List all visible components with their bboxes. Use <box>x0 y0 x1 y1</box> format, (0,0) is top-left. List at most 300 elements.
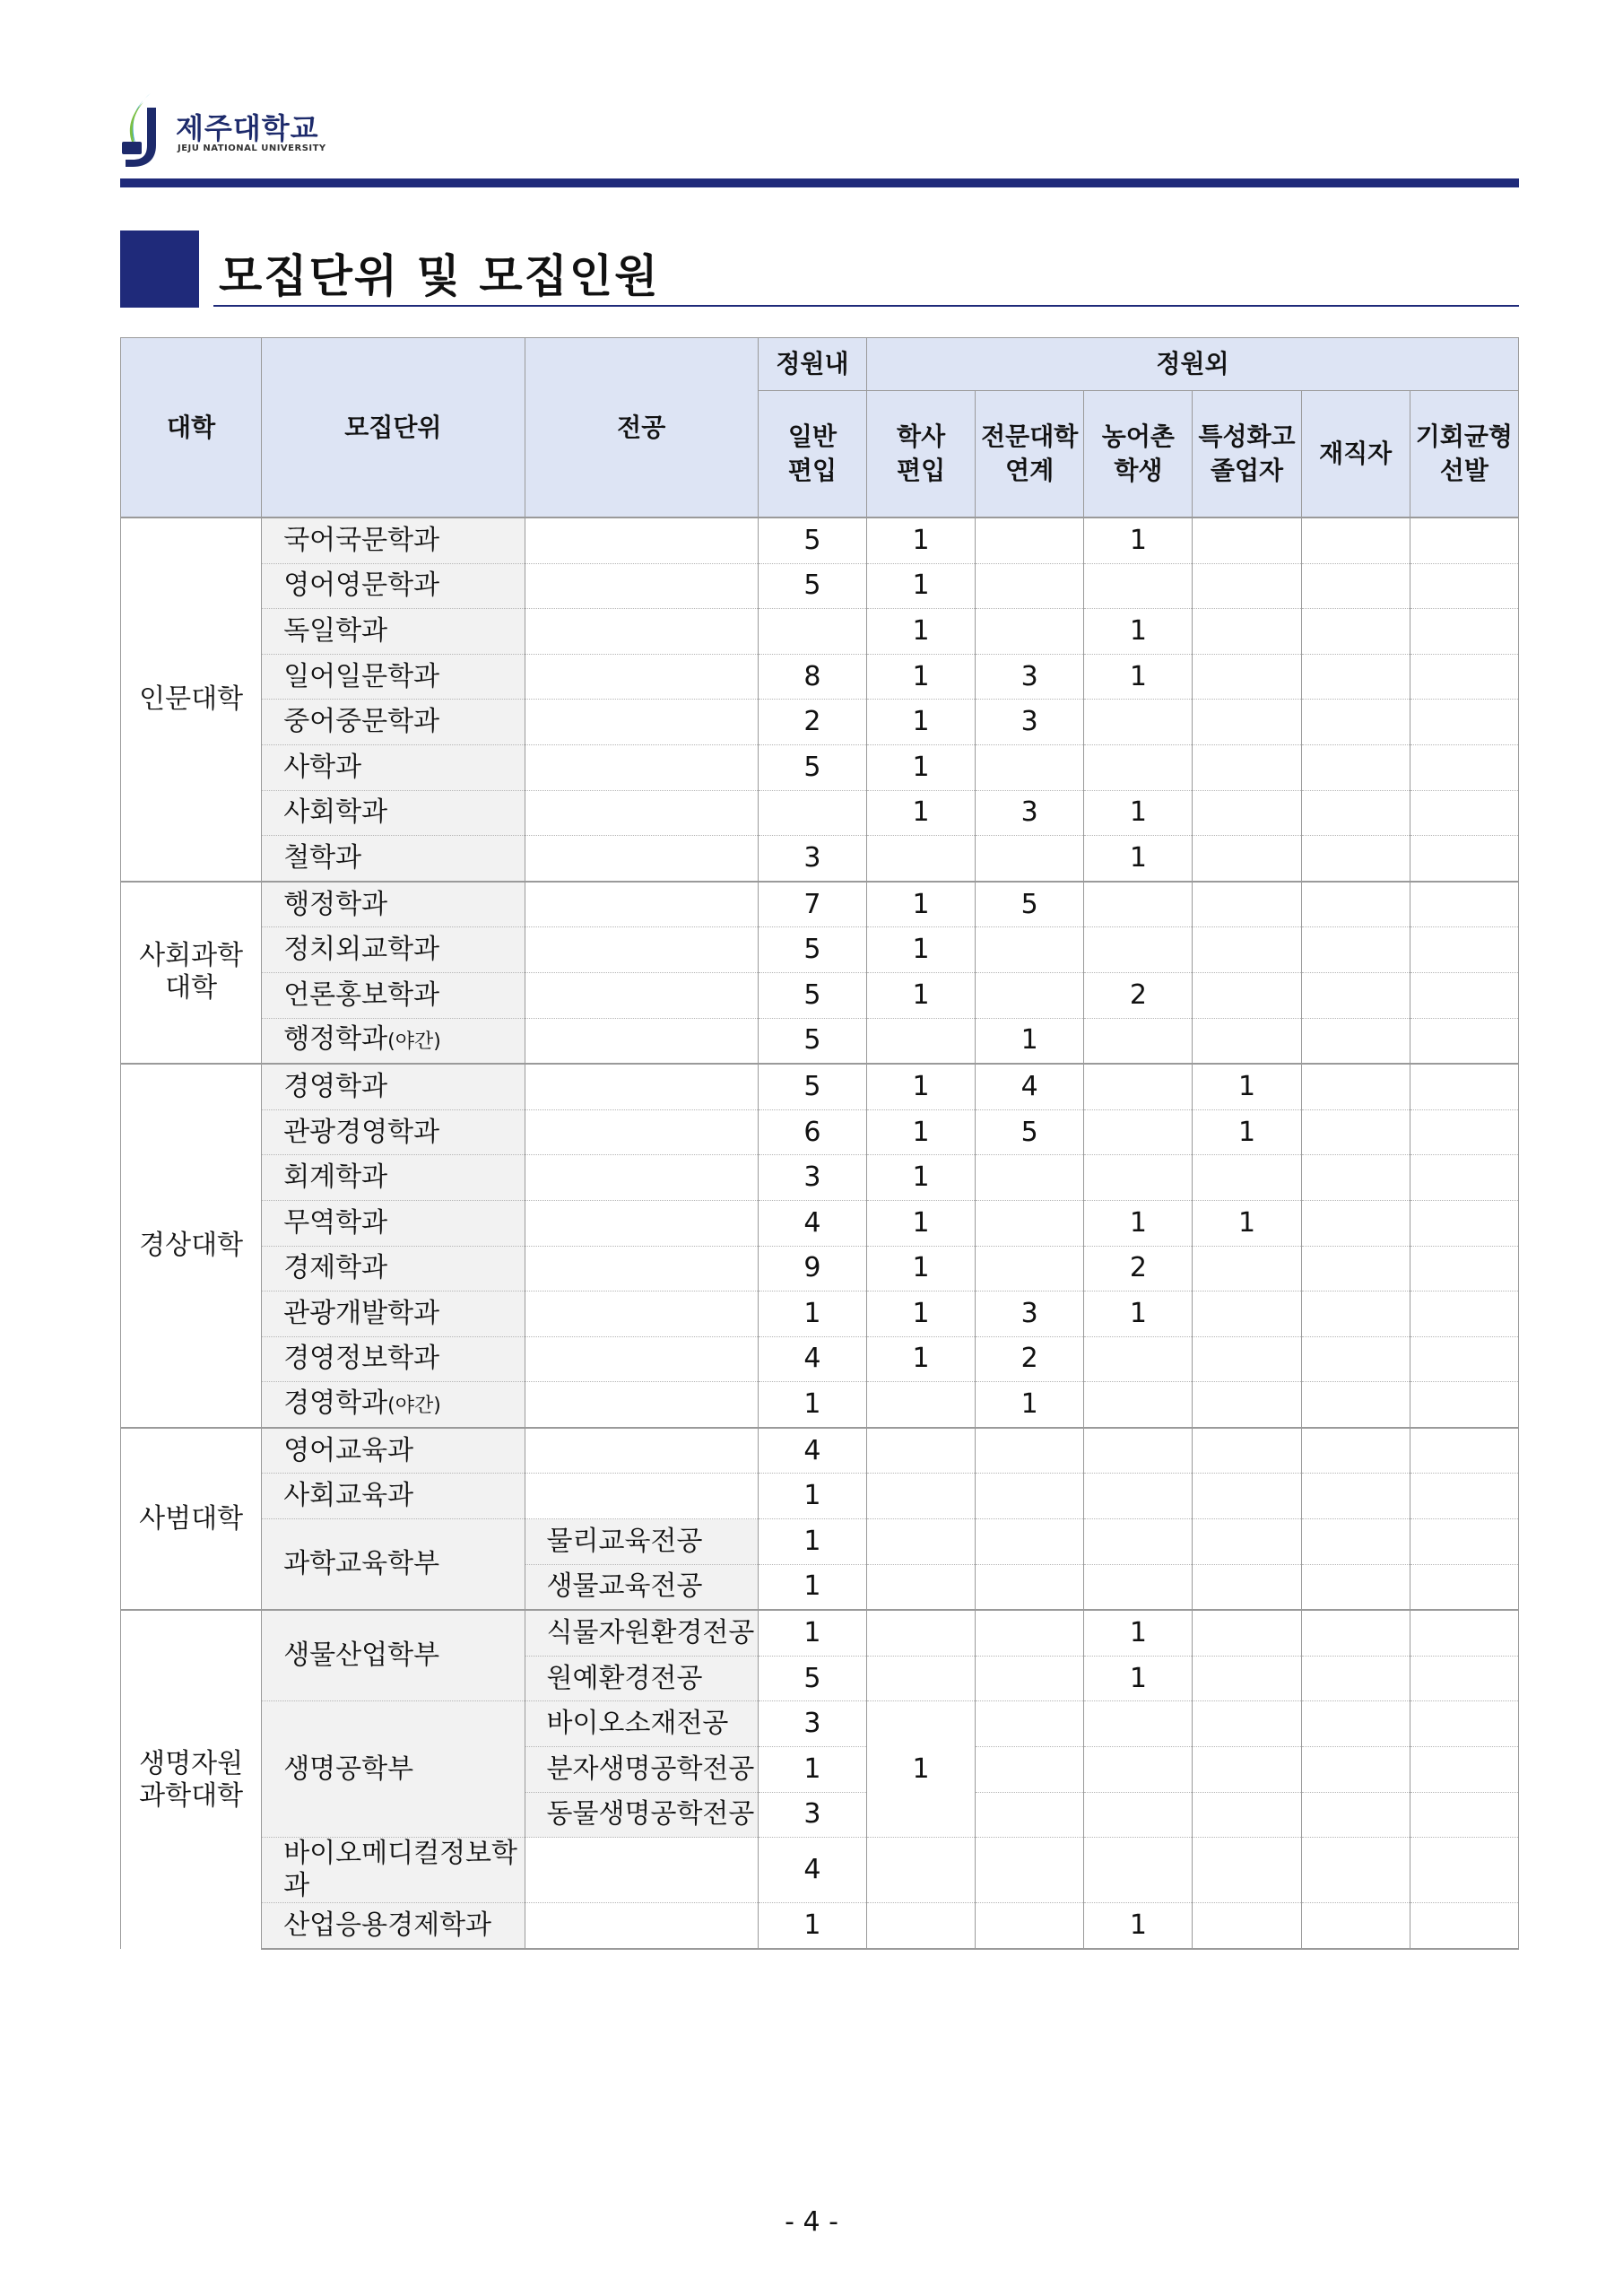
value-cell <box>1193 1747 1301 1793</box>
unit-cell: 사회학과 <box>262 790 525 836</box>
unit-cell: 중어중문학과 <box>262 700 525 745</box>
value-cell <box>976 836 1084 882</box>
value-cell <box>1193 790 1301 836</box>
title-underline <box>213 305 1519 307</box>
value-cell: 5 <box>758 1018 866 1064</box>
value-cell <box>1193 1903 1301 1949</box>
value-cell <box>1301 1903 1410 1949</box>
value-cell <box>1301 517 1410 563</box>
value-cell <box>1410 1200 1518 1246</box>
table-row <box>121 517 1519 563</box>
header-rural-student: 농어촌 학생 <box>1084 391 1193 518</box>
value-cell <box>976 1903 1084 1949</box>
major-cell <box>525 1109 758 1155</box>
header-vocational-grad: 특성화고 졸업자 <box>1193 391 1301 518</box>
night-note: (야간) <box>387 1394 441 1417</box>
value-cell <box>1193 1428 1301 1474</box>
table-row <box>121 1155 1519 1201</box>
value-cell <box>1193 1792 1301 1838</box>
value-cell <box>1410 1747 1518 1793</box>
value-cell <box>1410 1336 1518 1382</box>
value-cell <box>1193 1382 1301 1428</box>
value-cell: 1 <box>976 1382 1084 1428</box>
value-cell <box>1410 1838 1518 1903</box>
value-cell <box>1084 1336 1193 1382</box>
unit-cell: 관광개발학과 <box>262 1292 525 1337</box>
value-cell <box>1193 609 1301 655</box>
value-cell: 8 <box>758 654 866 700</box>
major-cell <box>525 1428 758 1474</box>
header-rule <box>120 178 1519 187</box>
value-cell <box>1084 1564 1193 1610</box>
table-row <box>121 1610 1519 1656</box>
value-cell: 1 <box>1084 1200 1193 1246</box>
value-cell: 1 <box>867 882 976 927</box>
value-cell <box>976 1747 1084 1793</box>
unit-cell: 일어일문학과 <box>262 654 525 700</box>
value-cell <box>758 609 866 655</box>
value-cell: 1 <box>1084 790 1193 836</box>
value-cell: 1 <box>1193 1109 1301 1155</box>
value-cell <box>1410 1155 1518 1201</box>
value-cell <box>867 1474 976 1519</box>
unit-cell: 행정학과 <box>262 882 525 927</box>
value-cell <box>1301 1610 1410 1656</box>
value-cell <box>1301 1428 1410 1474</box>
value-cell: 2 <box>758 700 866 745</box>
value-cell <box>1301 609 1410 655</box>
university-emblem-icon <box>117 90 169 169</box>
major-cell <box>525 1155 758 1201</box>
value-cell <box>976 609 1084 655</box>
value-cell <box>1410 1109 1518 1155</box>
page-title: 모집단위 및 모집인원 <box>219 250 660 302</box>
value-cell: 5 <box>976 882 1084 927</box>
major-cell <box>525 1838 758 1903</box>
value-cell <box>1193 1246 1301 1292</box>
major-cell <box>525 700 758 745</box>
value-cell <box>1301 1064 1410 1109</box>
value-cell: 1 <box>758 1474 866 1519</box>
value-cell: 1 <box>758 1903 866 1949</box>
value-cell <box>1193 654 1301 700</box>
value-cell: 1 <box>758 1292 866 1337</box>
college-cell: 사범대학 <box>121 1428 262 1610</box>
value-cell: 1 <box>1084 1292 1193 1337</box>
table-row <box>121 1474 1519 1519</box>
value-cell <box>976 1610 1084 1656</box>
value-cell: 1 <box>867 563 976 609</box>
value-cell: 1 <box>867 790 976 836</box>
unit-cell: 관광경영학과 <box>262 1109 525 1155</box>
value-cell <box>1193 1155 1301 1201</box>
value-cell: 5 <box>976 1109 1084 1155</box>
value-cell: 3 <box>976 700 1084 745</box>
value-cell: 1 <box>1084 836 1193 882</box>
value-cell: 9 <box>758 1246 866 1292</box>
value-cell: 3 <box>758 1155 866 1201</box>
unit-cell: 생물산업학부 <box>262 1610 525 1701</box>
major-cell <box>525 927 758 973</box>
unit-cell: 사회교육과 <box>262 1474 525 1519</box>
value-cell: 5 <box>758 972 866 1018</box>
university-logo <box>117 90 326 170</box>
value-cell <box>867 1428 976 1474</box>
table-row <box>121 927 1519 973</box>
major-cell <box>525 744 758 790</box>
major-cell <box>525 1474 758 1519</box>
value-cell <box>1410 882 1518 927</box>
value-cell <box>976 1155 1084 1201</box>
major-cell <box>525 1018 758 1064</box>
value-cell <box>1301 1656 1410 1701</box>
table-row <box>121 1246 1519 1292</box>
value-cell <box>1084 1792 1193 1838</box>
value-cell <box>976 563 1084 609</box>
value-cell <box>1301 700 1410 745</box>
value-cell: 2 <box>976 1336 1084 1382</box>
header-within-quota: 정원내 <box>758 338 866 391</box>
recruitment-table <box>120 337 1519 1950</box>
value-cell: 1 <box>1084 1903 1193 1949</box>
unit-cell: 행정학과(야간) <box>262 1018 525 1064</box>
value-cell <box>1193 744 1301 790</box>
value-cell: 3 <box>758 836 866 882</box>
table-row <box>121 1064 1519 1109</box>
value-cell <box>1084 1747 1193 1793</box>
table-row <box>121 1519 1519 1565</box>
major-cell <box>525 790 758 836</box>
value-cell <box>1301 1336 1410 1382</box>
value-cell <box>1301 1018 1410 1064</box>
value-cell: 1 <box>1084 1656 1193 1701</box>
table-row <box>121 609 1519 655</box>
major-cell <box>525 517 758 563</box>
header-general-transfer: 일반 편입 <box>758 391 866 518</box>
value-cell: 7 <box>758 882 866 927</box>
table-row <box>121 563 1519 609</box>
major-cell: 분자생명공학전공 <box>525 1747 758 1793</box>
table-row <box>121 1336 1519 1382</box>
unit-cell: 경영학과(야간) <box>262 1382 525 1428</box>
value-cell: 1 <box>1193 1064 1301 1109</box>
value-cell: 1 <box>867 654 976 700</box>
value-cell <box>1301 836 1410 882</box>
value-cell <box>1193 972 1301 1018</box>
major-cell <box>525 972 758 1018</box>
major-cell <box>525 654 758 700</box>
value-cell <box>867 1610 976 1656</box>
value-cell <box>1084 882 1193 927</box>
college-cell: 인문대학 <box>121 517 262 882</box>
major-cell <box>525 1382 758 1428</box>
value-cell: 1 <box>758 1564 866 1610</box>
value-cell <box>1084 1474 1193 1519</box>
value-cell <box>867 1903 976 1949</box>
college-cell: 경상대학 <box>121 1064 262 1428</box>
table-row <box>121 654 1519 700</box>
value-cell: 1 <box>1193 1200 1301 1246</box>
major-cell: 식물자원환경전공 <box>525 1610 758 1656</box>
table-row <box>121 744 1519 790</box>
value-cell <box>1193 1474 1301 1519</box>
value-cell: 3 <box>976 654 1084 700</box>
major-cell <box>525 609 758 655</box>
value-cell <box>976 1701 1084 1747</box>
header-bachelor-transfer: 학사 편입 <box>867 391 976 518</box>
value-cell: 1 <box>758 1382 866 1428</box>
value-cell <box>1410 609 1518 655</box>
value-cell: 3 <box>976 1292 1084 1337</box>
value-cell <box>1301 1292 1410 1337</box>
unit-cell: 영어교육과 <box>262 1428 525 1474</box>
value-cell <box>1084 927 1193 973</box>
value-cell: 1 <box>867 1155 976 1201</box>
value-cell <box>1084 1109 1193 1155</box>
value-cell <box>1084 1382 1193 1428</box>
value-cell <box>1410 1292 1518 1337</box>
value-cell <box>1084 744 1193 790</box>
value-cell: 4 <box>758 1336 866 1382</box>
major-cell: 바이오소재전공 <box>525 1701 758 1747</box>
value-cell <box>1410 1903 1518 1949</box>
value-cell: 4 <box>758 1200 866 1246</box>
value-cell <box>1084 563 1193 609</box>
value-cell <box>1193 700 1301 745</box>
value-cell: 3 <box>758 1792 866 1838</box>
major-cell: 생물교육전공 <box>525 1564 758 1610</box>
header-college: 대학 <box>121 338 262 518</box>
major-cell: 동물생명공학전공 <box>525 1792 758 1838</box>
value-cell <box>1084 1701 1193 1747</box>
value-cell: 5 <box>758 1656 866 1701</box>
value-cell <box>1410 654 1518 700</box>
value-cell <box>1410 1610 1518 1656</box>
value-cell: 3 <box>976 790 1084 836</box>
value-cell <box>1084 1428 1193 1474</box>
value-cell: 1 <box>1084 609 1193 655</box>
value-cell <box>1410 1656 1518 1701</box>
major-cell: 원예환경전공 <box>525 1656 758 1701</box>
value-cell <box>1301 972 1410 1018</box>
table-row <box>121 1109 1519 1155</box>
value-cell <box>1410 563 1518 609</box>
value-cell <box>976 972 1084 1018</box>
table-row <box>121 1382 1519 1428</box>
unit-cell: 경영학과 <box>262 1064 525 1109</box>
value-cell: 6 <box>758 1109 866 1155</box>
value-cell <box>867 1838 976 1903</box>
value-cell <box>1193 882 1301 927</box>
value-cell <box>976 744 1084 790</box>
unit-cell: 경영정보학과 <box>262 1336 525 1382</box>
unit-cell: 회계학과 <box>262 1155 525 1201</box>
value-cell: 1 <box>867 927 976 973</box>
value-cell: 1 <box>867 1246 976 1292</box>
value-cell: 1 <box>1084 1610 1193 1656</box>
logo-name: 제주대학교 <box>176 111 319 145</box>
value-cell <box>1410 1382 1518 1428</box>
value-cell <box>1193 1519 1301 1565</box>
value-cell <box>1410 1018 1518 1064</box>
major-cell <box>525 836 758 882</box>
value-cell <box>1301 654 1410 700</box>
table-row <box>121 1200 1519 1246</box>
header-equal-opportunity: 기회균형 선발 <box>1410 391 1518 518</box>
value-cell: 1 <box>867 1701 976 1838</box>
logo-subtitle: JEJU NATIONAL UNIVERSITY <box>178 144 326 153</box>
night-note: (야간) <box>387 1030 441 1053</box>
page-number: - 4 - <box>785 2206 838 2238</box>
value-cell <box>1193 1292 1301 1337</box>
value-cell <box>1301 1838 1410 1903</box>
value-cell: 1 <box>867 1336 976 1382</box>
value-cell <box>1193 1018 1301 1064</box>
value-cell: 5 <box>758 744 866 790</box>
value-cell <box>1410 790 1518 836</box>
value-cell <box>1301 563 1410 609</box>
value-cell <box>1410 700 1518 745</box>
major-cell <box>525 1200 758 1246</box>
value-cell: 2 <box>1084 972 1193 1018</box>
value-cell: 1 <box>867 1109 976 1155</box>
unit-cell: 정치외교학과 <box>262 927 525 973</box>
value-cell: 2 <box>1084 1246 1193 1292</box>
value-cell <box>1301 1382 1410 1428</box>
value-cell <box>1193 1564 1301 1610</box>
unit-cell: 과학교육학부 <box>262 1519 525 1611</box>
value-cell <box>867 1519 976 1565</box>
value-cell <box>976 1246 1084 1292</box>
value-cell <box>1410 744 1518 790</box>
value-cell <box>1084 1838 1193 1903</box>
header-college-link: 전문대학 연계 <box>976 391 1084 518</box>
table-row <box>121 700 1519 745</box>
value-cell <box>1410 1428 1518 1474</box>
value-cell: 1 <box>758 1519 866 1565</box>
value-cell: 1 <box>867 517 976 563</box>
value-cell: 3 <box>758 1701 866 1747</box>
unit-cell: 바이오메디컬정보학과 <box>262 1838 525 1903</box>
unit-cell: 국어국문학과 <box>262 517 525 563</box>
value-cell: 5 <box>758 927 866 973</box>
table-row <box>121 790 1519 836</box>
value-cell <box>1410 517 1518 563</box>
value-cell <box>976 1519 1084 1565</box>
value-cell <box>1301 1246 1410 1292</box>
major-cell: 물리교육전공 <box>525 1519 758 1565</box>
header-employed: 재직자 <box>1301 391 1410 518</box>
value-cell <box>1084 700 1193 745</box>
value-cell <box>867 1564 976 1610</box>
value-cell <box>1301 1200 1410 1246</box>
unit-cell: 언론홍보학과 <box>262 972 525 1018</box>
value-cell <box>976 1838 1084 1903</box>
unit-cell: 경제학과 <box>262 1246 525 1292</box>
value-cell <box>976 517 1084 563</box>
value-cell <box>1301 1474 1410 1519</box>
value-cell <box>1410 1519 1518 1565</box>
value-cell <box>1301 1701 1410 1747</box>
value-cell: 1 <box>758 1747 866 1793</box>
major-cell <box>525 1246 758 1292</box>
value-cell: 5 <box>758 517 866 563</box>
value-cell: 1 <box>758 1610 866 1656</box>
value-cell: 1 <box>867 1064 976 1109</box>
value-cell <box>1410 1701 1518 1747</box>
value-cell: 1 <box>867 972 976 1018</box>
value-cell <box>867 1018 976 1064</box>
unit-cell: 영어영문학과 <box>262 563 525 609</box>
value-cell: 4 <box>758 1838 866 1903</box>
value-cell <box>1084 1519 1193 1565</box>
value-cell <box>1301 1792 1410 1838</box>
value-cell <box>976 1474 1084 1519</box>
major-cell <box>525 1903 758 1949</box>
value-cell: 1 <box>1084 517 1193 563</box>
title-accent-block <box>120 230 199 308</box>
value-cell: 4 <box>976 1064 1084 1109</box>
major-cell <box>525 1336 758 1382</box>
unit-cell: 생명공학부 <box>262 1701 525 1838</box>
college-cell: 생명자원 과학대학 <box>121 1610 262 1949</box>
college-cell: 사회과학 대학 <box>121 882 262 1064</box>
value-cell <box>976 1200 1084 1246</box>
value-cell <box>976 1792 1084 1838</box>
header-major: 전공 <box>525 338 758 518</box>
unit-cell: 독일학과 <box>262 609 525 655</box>
value-cell <box>976 1564 1084 1610</box>
table-row <box>121 836 1519 882</box>
value-cell: 1 <box>976 1018 1084 1064</box>
value-cell <box>1301 1109 1410 1155</box>
table-row <box>121 1903 1519 1949</box>
value-cell <box>1193 1656 1301 1701</box>
major-cell <box>525 563 758 609</box>
value-cell <box>1410 927 1518 973</box>
value-cell <box>976 1656 1084 1701</box>
value-cell: 1 <box>867 700 976 745</box>
value-cell <box>867 1382 976 1428</box>
value-cell <box>1193 1838 1301 1903</box>
table-row <box>121 882 1519 927</box>
value-cell <box>1301 1155 1410 1201</box>
value-cell: 1 <box>867 1292 976 1337</box>
value-cell: 1 <box>867 744 976 790</box>
value-cell <box>1410 1564 1518 1610</box>
table-row <box>121 972 1519 1018</box>
value-cell <box>1410 972 1518 1018</box>
value-cell <box>1084 1064 1193 1109</box>
value-cell <box>1193 563 1301 609</box>
value-cell <box>758 790 866 836</box>
value-cell <box>1410 1474 1518 1519</box>
value-cell <box>1193 1701 1301 1747</box>
value-cell <box>976 1428 1084 1474</box>
value-cell <box>1193 517 1301 563</box>
table-row <box>121 1428 1519 1474</box>
table-row <box>121 1292 1519 1337</box>
value-cell <box>1410 1246 1518 1292</box>
table-row <box>121 1838 1519 1903</box>
unit-cell: 철학과 <box>262 836 525 882</box>
value-cell <box>1193 836 1301 882</box>
value-cell <box>1084 1155 1193 1201</box>
value-cell <box>1301 927 1410 973</box>
value-cell <box>1301 790 1410 836</box>
value-cell <box>1301 744 1410 790</box>
value-cell: 4 <box>758 1428 866 1474</box>
